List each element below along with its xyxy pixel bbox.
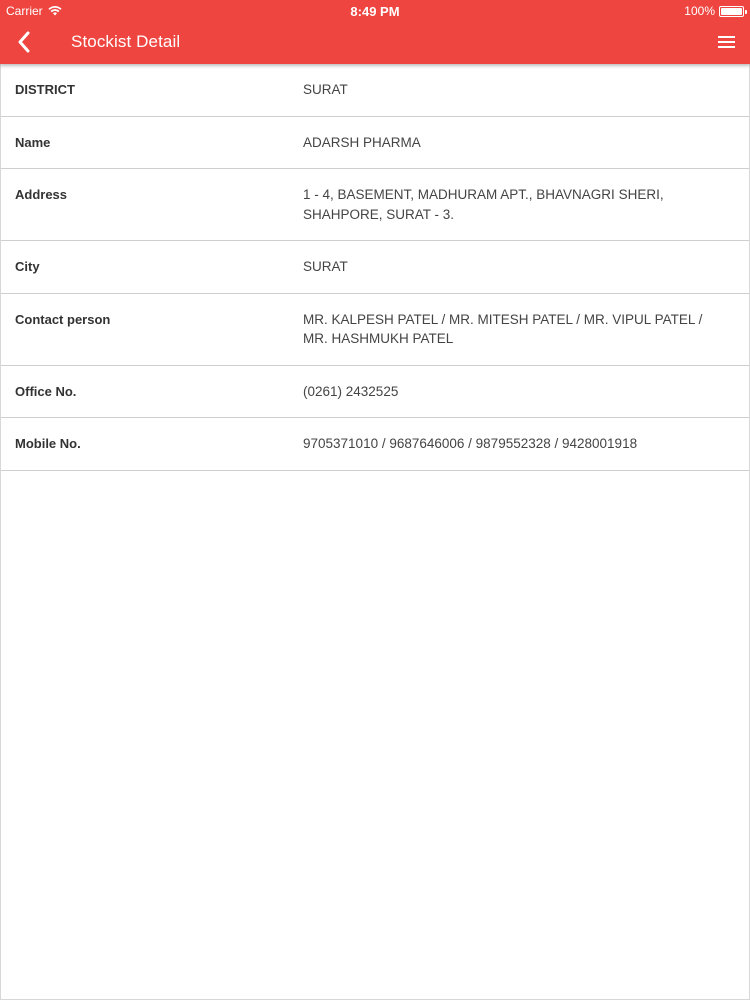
battery-icon <box>719 6 744 17</box>
city-label: City <box>15 259 40 274</box>
mobile-no-value[interactable]: 9705371010 / 9687646006 / 9879552328 / 9428001918 <box>303 436 638 451</box>
detail-row-office-no <box>1 366 749 419</box>
district-value: SURAT <box>303 82 348 97</box>
mobile-no-label: Mobile No. <box>15 436 81 451</box>
name-value: ADARSH PHARMA <box>303 134 421 150</box>
address-value: 1 - 4, BASEMENT, MADHURAM APT., BHAVNAGRI SHERI, SHAHPORE, SURAT - 3. <box>303 187 664 222</box>
back-button[interactable] <box>10 28 38 56</box>
office-no-value[interactable]: (0261) 2432525 <box>303 383 399 399</box>
detail-row-mobile-no <box>1 418 749 471</box>
app-header <box>0 0 750 64</box>
nav-bar <box>0 22 750 64</box>
detail-row-name <box>1 117 749 170</box>
detail-row-city <box>1 241 749 294</box>
address-label: Address <box>15 187 68 202</box>
carrier-label: Carrier <box>6 4 43 18</box>
chevron-left-icon <box>17 31 31 53</box>
detail-row-contact-person <box>1 294 749 366</box>
detail-row-district <box>1 64 749 117</box>
status-battery <box>684 4 744 18</box>
page-title: Stockist Detail <box>71 32 181 51</box>
contact-person-value: MR. KALPESH PATEL / MR. MITESH PATEL / MR. VIPUL PATEL / MR. HASHMUKH PATEL <box>303 311 703 346</box>
status-bar <box>0 0 750 22</box>
stockist-detail-list <box>0 64 750 1000</box>
detail-row-address <box>1 169 749 241</box>
contact-person-label: Contact person <box>15 311 111 327</box>
city-value: SURAT <box>303 259 348 274</box>
battery-percent: 100% <box>684 4 715 18</box>
office-no-label: Office No. <box>15 383 77 399</box>
menu-button[interactable] <box>714 30 738 54</box>
district-label: DISTRICT <box>15 82 75 97</box>
name-label: Name <box>15 134 51 150</box>
hamburger-menu-icon <box>718 35 735 49</box>
status-time: 8:49 PM <box>350 4 400 19</box>
